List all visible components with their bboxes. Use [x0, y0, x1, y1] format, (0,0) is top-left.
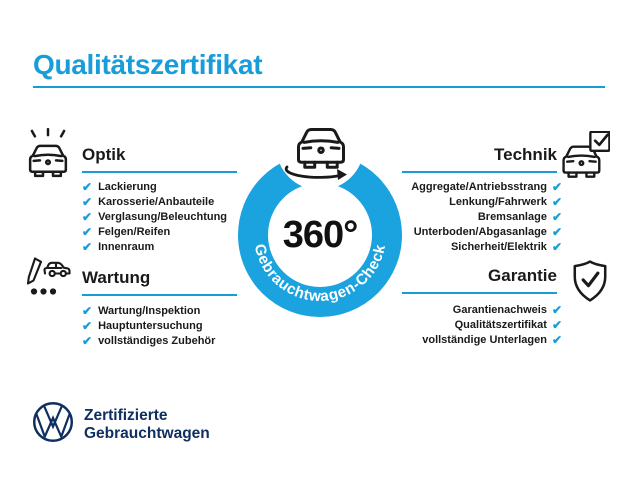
brand-line1: Zertifizierte — [84, 407, 168, 424]
car-checkbox-icon — [560, 131, 610, 179]
check-icon: ✔ — [551, 302, 562, 317]
service-checklist-icon — [25, 257, 71, 296]
badge-center-label: 360° — [282, 214, 358, 256]
shield-check-icon — [572, 260, 608, 302]
section-heading: Wartung — [82, 268, 151, 287]
section-heading: Technik — [494, 145, 557, 164]
section-heading: Optik — [82, 145, 126, 164]
car-sparkle-icon — [25, 128, 71, 178]
item-label: Bremsanlage — [477, 210, 547, 223]
item-label: Lenkung/Fahrwerk — [449, 195, 547, 208]
item-label: Unterboden/Abgasanlage — [413, 226, 547, 239]
brand-line2: Gebrauchtwagen — [84, 424, 210, 442]
badge-ring-label: Gebrauchtwagen-Check — [250, 242, 390, 306]
brand-wordmark — [84, 407, 210, 442]
check-icon: ✔ — [82, 303, 93, 318]
check-icon: ✔ — [551, 240, 562, 255]
item-label: Karosserie/Anbauteile — [98, 195, 215, 208]
check-icon: ✔ — [82, 209, 93, 224]
item-label: vollständige Unterlagen — [422, 333, 547, 346]
item-label: Lackierung — [98, 180, 157, 193]
check-icon: ✔ — [551, 179, 562, 194]
item-label: Aggregate/Antriebsstrang — [411, 180, 547, 193]
item-label: Verglasung/Beleuchtung — [98, 210, 228, 223]
check-icon: ✔ — [82, 179, 93, 194]
section-heading: Garantie — [488, 266, 557, 285]
check-icon: ✔ — [551, 209, 562, 224]
check-icon: ✔ — [551, 194, 562, 209]
item-label: Sicherheit/Elektrik — [450, 241, 547, 254]
vw-logo — [31, 400, 75, 444]
check-icon: ✔ — [82, 240, 93, 255]
item-label: Felgen/Reifen — [98, 226, 171, 239]
page-title: Qualitätszertifikat — [33, 48, 263, 80]
check-icon: ✔ — [551, 225, 562, 240]
item-label: Innenraum — [98, 241, 155, 254]
check-icon: ✔ — [82, 225, 93, 240]
item-label: Qualitätszertifikat — [454, 318, 547, 331]
check-icon: ✔ — [551, 332, 562, 347]
item-label: Garantienachweis — [452, 303, 547, 316]
item-label: Wartung/Inspektion — [98, 304, 201, 317]
title-divider — [33, 86, 605, 88]
item-label: vollständiges Zubehör — [98, 334, 216, 347]
item-label: Hauptuntersuchung — [98, 319, 203, 332]
check-icon: ✔ — [82, 318, 93, 333]
360-badge — [210, 118, 430, 338]
check-icon: ✔ — [82, 194, 93, 209]
check-icon: ✔ — [82, 333, 93, 348]
check-icon: ✔ — [551, 317, 562, 332]
